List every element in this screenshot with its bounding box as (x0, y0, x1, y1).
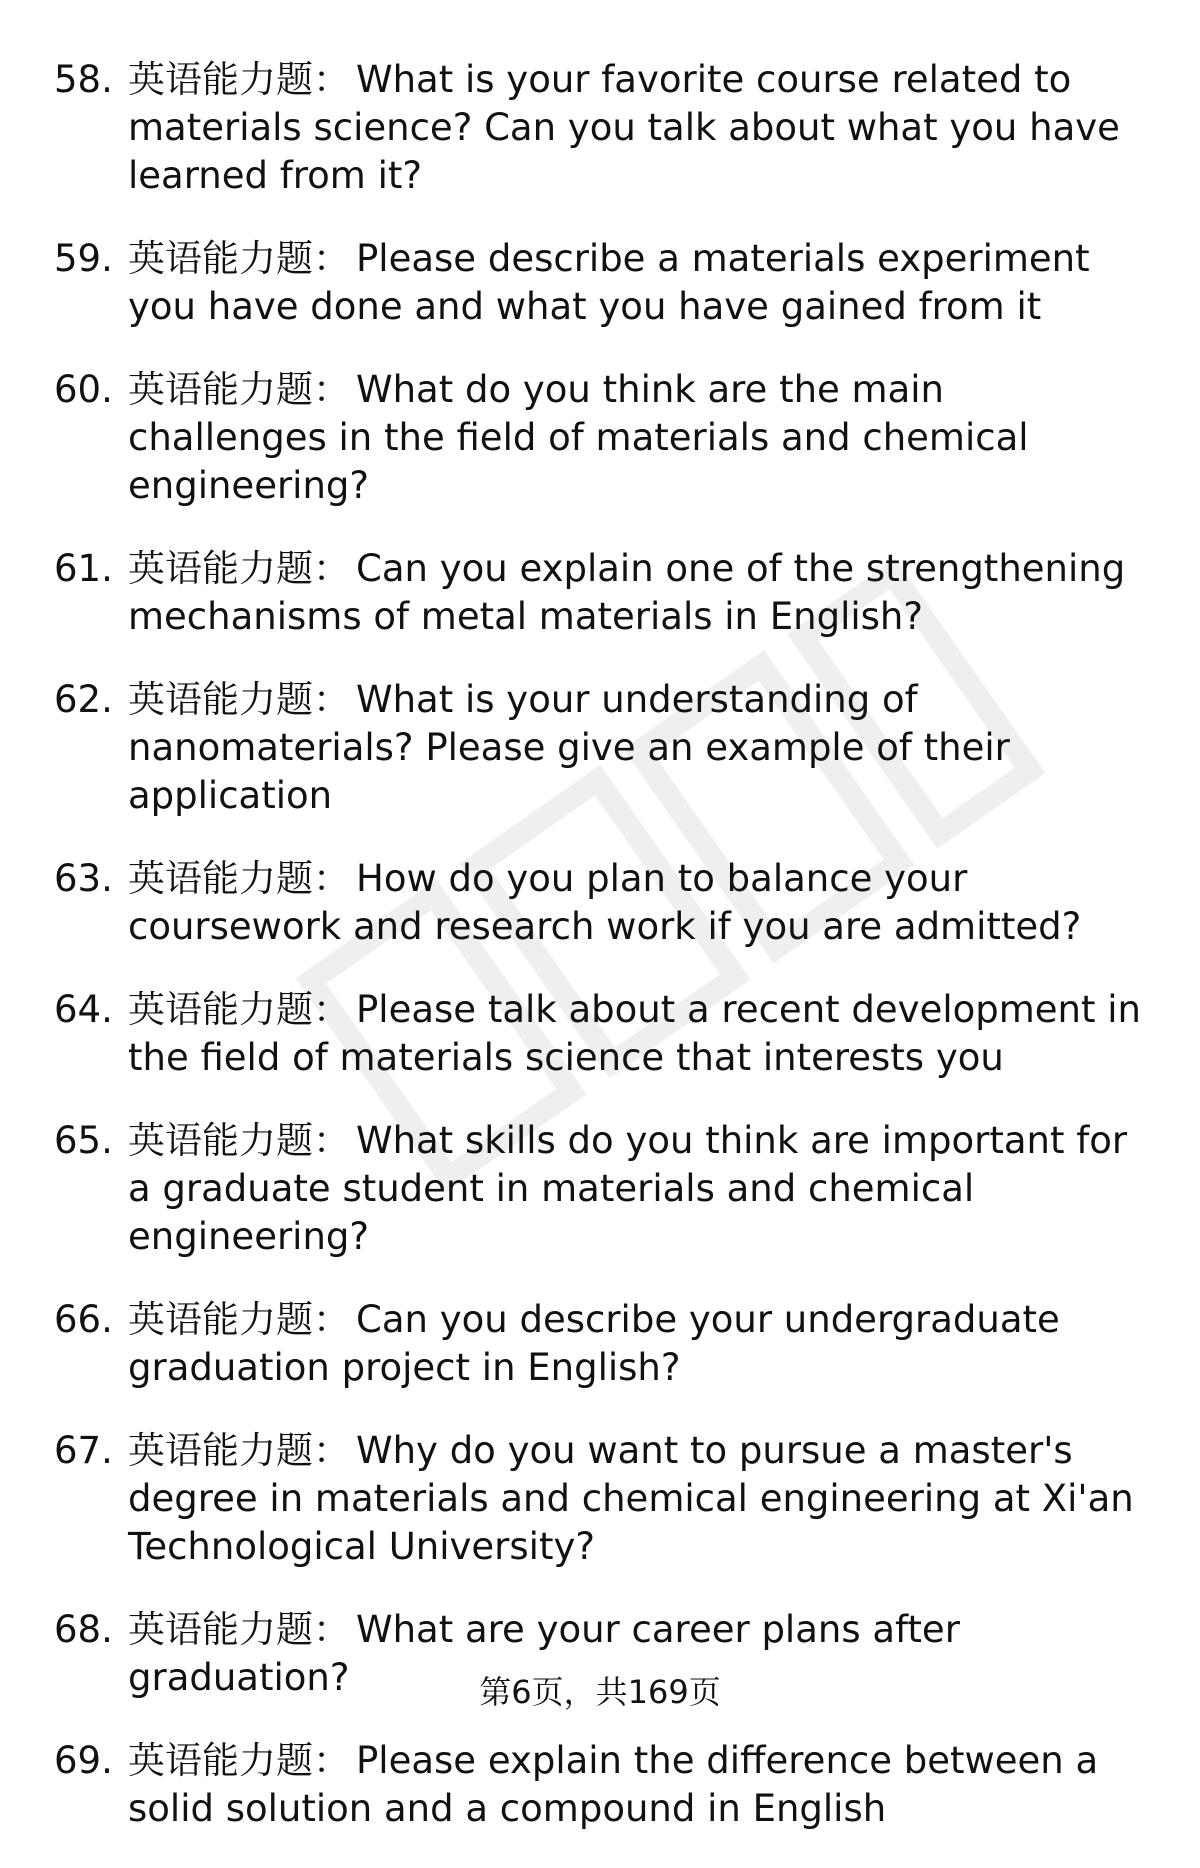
question-text: Why do you want to pursue a master's degree in materials and chemical engineering at Xi'an Technological University? (128, 1429, 1134, 1568)
question-number: 66. (54, 1298, 113, 1341)
question-item (0, 56, 1200, 200)
question-number: 58. (54, 58, 113, 101)
question-category: 英语能力题： (128, 547, 350, 590)
question-category: 英语能力题： (128, 58, 350, 101)
question-item (0, 366, 1200, 510)
question-text: Can you explain one of the strengthening mechanisms of metal materials in English? (128, 547, 1126, 638)
question-category: 英语能力题： (128, 1429, 350, 1472)
question-number: 67. (54, 1429, 113, 1472)
question-text: How do you plan to balance your coursework and research work if you are admitted? (128, 857, 1082, 948)
question-category: 英语能力题： (128, 678, 350, 721)
question-category: 英语能力题： (128, 1298, 350, 1341)
question-item (0, 235, 1200, 331)
question-text: What is your favorite course related to materials science? Can you talk about what you have learned from it? (128, 58, 1120, 197)
question-item (0, 986, 1200, 1082)
question-category: 英语能力题： (128, 1739, 350, 1782)
question-category: 英语能力题： (128, 857, 350, 900)
question-list (0, 56, 1200, 1868)
question-number: 60. (54, 368, 113, 411)
question-item (0, 545, 1200, 641)
question-text: Please talk about a recent development in the field of materials science that interests you (128, 988, 1141, 1079)
question-number: 65. (54, 1119, 113, 1162)
question-category: 英语能力题： (128, 988, 350, 1031)
question-text: What do you think are the main challenges in the field of materials and chemical engineering? (128, 368, 1029, 507)
question-item (0, 1296, 1200, 1392)
question-item (0, 1117, 1200, 1261)
question-item (0, 1737, 1200, 1833)
question-number: 61. (54, 547, 113, 590)
question-text: Please describe a materials experiment you have done and what you have gained from it (128, 237, 1090, 328)
question-text: Can you describe your undergraduate graduation project in English? (128, 1298, 1060, 1389)
question-number: 62. (54, 678, 113, 721)
question-item (0, 855, 1200, 951)
question-category: 英语能力题： (128, 1119, 350, 1162)
question-item (0, 676, 1200, 820)
question-number: 63. (54, 857, 113, 900)
question-number: 59. (54, 237, 113, 280)
question-text: Please explain the difference between a solid solution and a compound in English (128, 1739, 1099, 1830)
question-category: 英语能力题： (128, 368, 350, 411)
question-category: 英语能力题： (128, 237, 350, 280)
question-number: 69. (54, 1739, 113, 1782)
question-text: What skills do you think are important for a graduate student in materials and chemical engineering? (128, 1119, 1128, 1258)
question-text: What are your career plans after graduation? (128, 1608, 960, 1699)
question-number: 64. (54, 988, 113, 1031)
question-number: 68. (54, 1608, 113, 1651)
question-text: What is your understanding of nanomaterials? Please give an example of their application (128, 678, 1010, 817)
question-item (0, 1427, 1200, 1571)
question-category: 英语能力题： (128, 1608, 350, 1651)
page-indicator: 第6页，共169页 (479, 1673, 721, 1711)
